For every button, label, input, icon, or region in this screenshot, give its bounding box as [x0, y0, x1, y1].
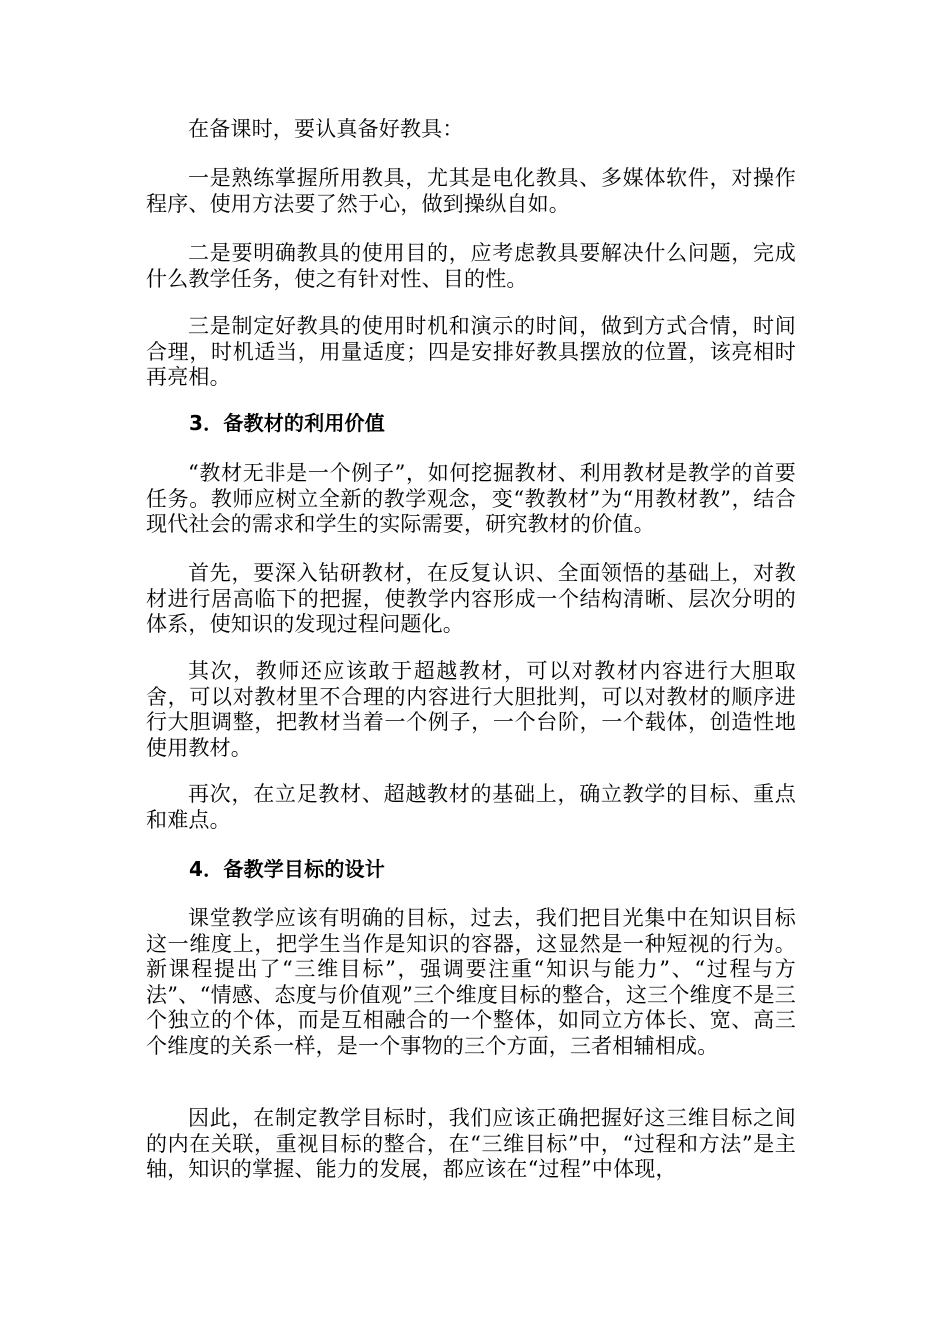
paragraph-point-three: 三是制定好教具的使用时机和演示的时间，做到方式合情，时间合理，时机适当，用量适度；四是安排好教具摆放的位置，该亮相时再亮相。: [146, 314, 796, 389]
paragraph-prepare-teaching-aids: 在备课时，要认真备好教具：: [188, 117, 464, 141]
paragraph-firstly: 首先，要深入钻研教材，在反复认识、全面领悟的基础上，对教材进行居高临下的把握，使教学内容形成一个结构清晰、层次分明的体系，使知识的发现过程问题化。: [146, 561, 796, 636]
section-heading-4: 4．备教学目标的设计: [189, 857, 385, 881]
paragraph-point-one: 一是熟练掌握所用教具，尤其是电化教具、多媒体软件，对操作程序、使用方法要了然于心，做到操纵自如。: [146, 166, 796, 216]
paragraph-thirdly: 再次，在立足教材、超越教材的基础上，确立教学的目标、重点和难点。: [146, 782, 796, 832]
section-heading-3: 3．备教材的利用价值: [189, 411, 385, 435]
paragraph-teaching-goals: 课堂教学应该有明确的目标，过去，我们把目光集中在知识目标这一维度上，把学生当作是知识的容器，这显然是一种短视的行为。新课程提出了“三维目标”，强调要注重“知识与能力”、“过程与方法”、“情感、态度与价值观”三个维度目标的整合，这三个维度不是三个独立的个体，而是互相融合的一个整体，如同立方体长、宽、高三个维度的关系一样，是一个事物的三个方面，三者相辅相成。: [146, 906, 796, 1058]
paragraph-secondly: 其次，教师还应该敢于超越教材，可以对教材内容进行大胆取舍，可以对教材里不合理的内容进行大胆批判，可以对教材的顺序进行大胆调整，把教材当着一个例子，一个台阶，一个载体，创造性地使用教材。: [146, 659, 796, 760]
paragraph-point-two: 二是要明确教具的使用目的，应考虑教具要解决什么问题，完成什么教学任务，使之有针对性、目的性。: [146, 241, 796, 291]
paragraph-therefore: 因此，在制定教学目标时，我们应该正确把握好这三维目标之间的内在关联，重视目标的整合，在“三维目标”中，“过程和方法”是主轴，知识的掌握、能力的发展，都应该在“过程”中体现，: [146, 1106, 796, 1181]
paragraph-textbook-value: “教材无非是一个例子”，如何挖掘教材、利用教材是教学的首要任务。教师应树立全新的教学观念，变“教教材”为“用教材教”，结合现代社会的需求和学生的实际需要，研究教材的价值。: [146, 461, 796, 536]
